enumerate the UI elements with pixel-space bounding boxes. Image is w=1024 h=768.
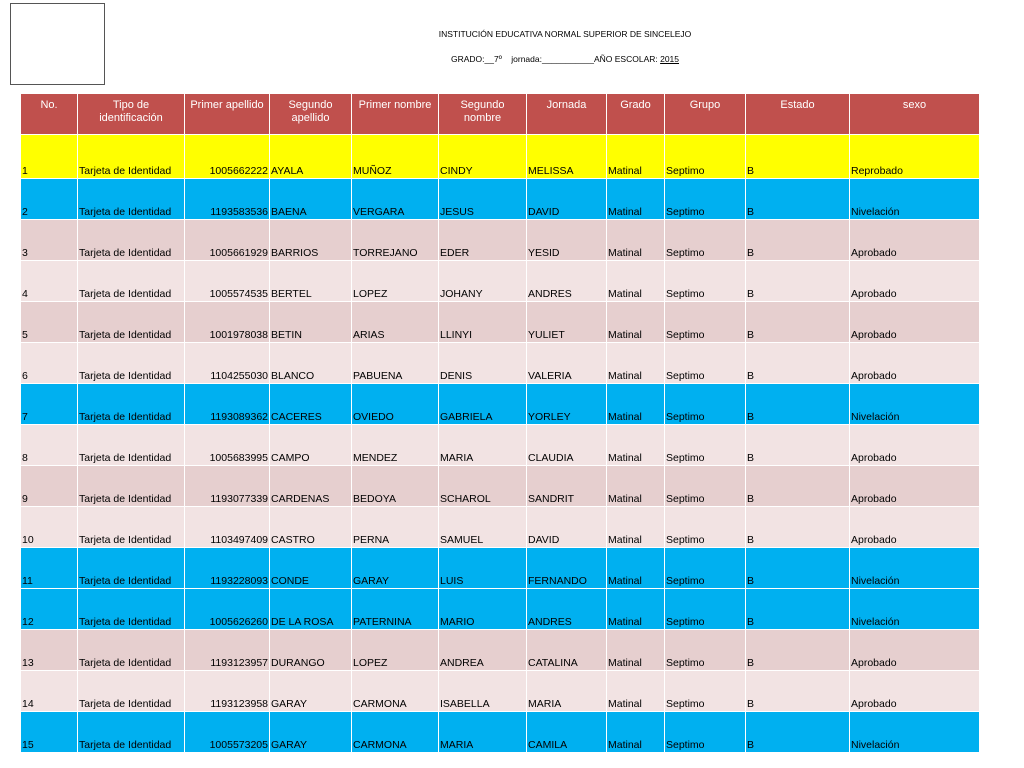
column-header-grado: Grado [607,94,665,135]
grade-line-text: GRADO:__7º jornada:___________AÑO ESCOLAR: [450,54,661,64]
cell-primer-apellido: DE LA ROSA [270,589,352,630]
cell-grupo: B [746,548,850,589]
cell-segundo-apellido: CARMONA [352,671,439,712]
cell-tipo-identificacion: Tarjeta de Identidad [78,671,185,712]
cell-no: 10 [21,507,78,548]
cell-segundo-nombre: MELISSA [527,135,607,179]
table-row [21,425,980,466]
cell-primer-apellido: BARRIOS [270,220,352,261]
cell-grupo: B [746,135,850,179]
cell-segundo-nombre: CATALINA [527,630,607,671]
cell-grado: Septimo [665,466,746,507]
cell-grupo: B [746,343,850,384]
cell-segundo-nombre: DAVID [527,179,607,220]
cell-grado: Septimo [665,302,746,343]
cell-grupo: B [746,630,850,671]
cell-estado: Nivelación [850,589,980,630]
cell-segundo-apellido: LOPEZ [352,261,439,302]
column-header-sexo: sexo [850,94,980,135]
cell-estado: Aprobado [850,507,980,548]
cell-estado: Nivelación [850,548,980,589]
cell-primer-apellido: CACERES [270,384,352,425]
cell-documento: 1193077339 [185,466,270,507]
cell-grado: Septimo [665,548,746,589]
cell-grado: Septimo [665,179,746,220]
cell-no: 8 [21,425,78,466]
cell-segundo-nombre: CLAUDIA [527,425,607,466]
cell-primer-apellido: BETIN [270,302,352,343]
cell-primer-apellido: AYALA [270,135,352,179]
roster-body [21,135,980,753]
cell-documento: 1193123957 [185,630,270,671]
cell-jornada: Matinal [607,261,665,302]
cell-primer-nombre: MARIO [439,589,527,630]
cell-primer-nombre: JOHANY [439,261,527,302]
cell-primer-apellido: CAMPO [270,425,352,466]
cell-jornada: Matinal [607,343,665,384]
institution-logo [10,3,105,85]
cell-primer-apellido: DURANGO [270,630,352,671]
cell-estado: Aprobado [850,466,980,507]
cell-primer-nombre: CINDY [439,135,527,179]
cell-primer-nombre: LLINYI [439,302,527,343]
column-header-segundo-apellido: Segundo apellido [270,94,352,135]
cell-estado: Aprobado [850,671,980,712]
cell-no: 1 [21,135,78,179]
cell-jornada: Matinal [607,220,665,261]
cell-tipo-identificacion: Tarjeta de Identidad [78,261,185,302]
cell-tipo-identificacion: Tarjeta de Identidad [78,135,185,179]
cell-grupo: B [746,384,850,425]
cell-estado: Aprobado [850,220,980,261]
cell-grupo: B [746,425,850,466]
cell-tipo-identificacion: Tarjeta de Identidad [78,548,185,589]
cell-tipo-identificacion: Tarjeta de Identidad [78,302,185,343]
cell-no: 14 [21,671,78,712]
cell-primer-apellido: BERTEL [270,261,352,302]
cell-jornada: Matinal [607,384,665,425]
cell-segundo-apellido: PABUENA [352,343,439,384]
grade-line [300,54,830,64]
column-header-segundo-nombre: Segundo nombre [439,94,527,135]
cell-primer-apellido: BLANCO [270,343,352,384]
cell-estado: Nivelación [850,179,980,220]
cell-documento: 1104255030 [185,343,270,384]
cell-documento: 1193583536 [185,179,270,220]
cell-no: 13 [21,630,78,671]
cell-primer-apellido: CASTRO [270,507,352,548]
cell-documento: 1001978038 [185,302,270,343]
cell-primer-nombre: EDER [439,220,527,261]
cell-documento: 1103497409 [185,507,270,548]
table-row [21,135,980,179]
table-row [21,507,980,548]
cell-primer-nombre: LUIS [439,548,527,589]
cell-jornada: Matinal [607,630,665,671]
cell-documento: 1005661929 [185,220,270,261]
cell-tipo-identificacion: Tarjeta de Identidad [78,220,185,261]
cell-jornada: Matinal [607,671,665,712]
cell-segundo-nombre: CAMILA [527,712,607,753]
cell-segundo-nombre: YULIET [527,302,607,343]
cell-segundo-nombre: ANDRES [527,589,607,630]
cell-grado: Septimo [665,343,746,384]
cell-segundo-nombre: FERNANDO [527,548,607,589]
cell-segundo-apellido: MUÑOZ [352,135,439,179]
cell-tipo-identificacion: Tarjeta de Identidad [78,425,185,466]
cell-documento: 1193228093 [185,548,270,589]
cell-grado: Septimo [665,630,746,671]
cell-segundo-nombre: SANDRIT [527,466,607,507]
table-row [21,343,980,384]
cell-segundo-apellido: TORREJANO [352,220,439,261]
cell-tipo-identificacion: Tarjeta de Identidad [78,589,185,630]
cell-primer-nombre: DENIS [439,343,527,384]
cell-no: 7 [21,384,78,425]
cell-primer-nombre: JESUS [439,179,527,220]
cell-grado: Septimo [665,135,746,179]
cell-no: 4 [21,261,78,302]
cell-grupo: B [746,466,850,507]
cell-estado: Aprobado [850,425,980,466]
school-year: 2015 [660,54,680,64]
cell-jornada: Matinal [607,507,665,548]
cell-jornada: Matinal [607,135,665,179]
cell-no: 5 [21,302,78,343]
cell-jornada: Matinal [607,425,665,466]
cell-segundo-nombre: ANDRES [527,261,607,302]
table-row [21,179,980,220]
cell-segundo-apellido: BEDOYA [352,466,439,507]
cell-segundo-apellido: LOPEZ [352,630,439,671]
cell-tipo-identificacion: Tarjeta de Identidad [78,384,185,425]
cell-grado: Septimo [665,220,746,261]
cell-grado: Septimo [665,261,746,302]
cell-jornada: Matinal [607,302,665,343]
cell-segundo-apellido: OVIEDO [352,384,439,425]
cell-tipo-identificacion: Tarjeta de Identidad [78,466,185,507]
column-header-grupo: Grupo [665,94,746,135]
cell-documento: 1005626260 [185,589,270,630]
column-header-jornada: Jornada [527,94,607,135]
cell-estado: Aprobado [850,343,980,384]
cell-segundo-nombre: DAVID [527,507,607,548]
cell-primer-nombre: MARIA [439,712,527,753]
cell-no: 15 [21,712,78,753]
cell-tipo-identificacion: Tarjeta de Identidad [78,343,185,384]
cell-grado: Septimo [665,589,746,630]
column-header-estado: Estado [746,94,850,135]
cell-segundo-apellido: PERNA [352,507,439,548]
column-header-primer-nombre: Primer nombre [352,94,439,135]
cell-no: 3 [21,220,78,261]
cell-estado: Aprobado [850,261,980,302]
table-row [21,384,980,425]
cell-estado: Aprobado [850,302,980,343]
cell-primer-apellido: BAENA [270,179,352,220]
cell-grupo: B [746,220,850,261]
table-row [21,220,980,261]
table-row [21,712,980,753]
cell-grupo: B [746,589,850,630]
table-row [21,548,980,589]
cell-segundo-nombre: MARIA [527,671,607,712]
cell-grupo: B [746,671,850,712]
cell-documento: 1005662222 [185,135,270,179]
cell-grado: Septimo [665,507,746,548]
cell-segundo-nombre: YESID [527,220,607,261]
cell-estado: Nivelación [850,384,980,425]
cell-grupo: B [746,507,850,548]
cell-tipo-identificacion: Tarjeta de Identidad [78,630,185,671]
cell-no: 9 [21,466,78,507]
cell-primer-nombre: SAMUEL [439,507,527,548]
cell-no: 6 [21,343,78,384]
cell-segundo-apellido: ARIAS [352,302,439,343]
cell-primer-nombre: MARIA [439,425,527,466]
column-header-primer-apellido: Primer apellido [185,94,270,135]
cell-primer-nombre: ANDREA [439,630,527,671]
cell-primer-apellido: CONDE [270,548,352,589]
cell-primer-apellido: GARAY [270,712,352,753]
cell-primer-nombre: GABRIELA [439,384,527,425]
cell-grupo: B [746,179,850,220]
document-title: INSTITUCIÓN EDUCATIVA NORMAL SUPERIOR DE SINCELEJO [438,29,692,39]
cell-documento: 1005573205 [185,712,270,753]
column-header-tipo: Tipo de identificación [78,94,185,135]
cell-primer-nombre: SCHAROL [439,466,527,507]
cell-segundo-apellido: MENDEZ [352,425,439,466]
cell-no: 2 [21,179,78,220]
cell-jornada: Matinal [607,712,665,753]
cell-segundo-apellido: GARAY [352,548,439,589]
cell-jornada: Matinal [607,179,665,220]
cell-grupo: B [746,261,850,302]
table-row [21,589,980,630]
table-row [21,302,980,343]
cell-estado: Nivelación [850,712,980,753]
cell-documento: 1193089362 [185,384,270,425]
cell-grado: Septimo [665,671,746,712]
cell-no: 12 [21,589,78,630]
cell-documento: 1005683995 [185,425,270,466]
cell-jornada: Matinal [607,589,665,630]
cell-grupo: B [746,712,850,753]
cell-segundo-nombre: VALERIA [527,343,607,384]
cell-documento: 1005574535 [185,261,270,302]
table-row [21,671,980,712]
cell-primer-apellido: GARAY [270,671,352,712]
cell-jornada: Matinal [607,466,665,507]
cell-primer-apellido: CARDENAS [270,466,352,507]
cell-grado: Septimo [665,384,746,425]
cell-no: 11 [21,548,78,589]
cell-grupo: B [746,302,850,343]
cell-grado: Septimo [665,425,746,466]
cell-estado: Aprobado [850,630,980,671]
student-roster-table [20,93,980,753]
cell-segundo-apellido: VERGARA [352,179,439,220]
table-row [21,466,980,507]
header-row [21,94,980,135]
cell-segundo-apellido: CARMONA [352,712,439,753]
cell-segundo-apellido: PATERNINA [352,589,439,630]
cell-tipo-identificacion: Tarjeta de Identidad [78,712,185,753]
cell-tipo-identificacion: Tarjeta de Identidad [78,179,185,220]
cell-grado: Septimo [665,712,746,753]
cell-estado: Reprobado [850,135,980,179]
cell-jornada: Matinal [607,548,665,589]
table-row [21,261,980,302]
column-header-no: No. [21,94,78,135]
cell-segundo-nombre: YORLEY [527,384,607,425]
cell-documento: 1193123958 [185,671,270,712]
cell-tipo-identificacion: Tarjeta de Identidad [78,507,185,548]
table-row [21,630,980,671]
cell-primer-nombre: ISABELLA [439,671,527,712]
